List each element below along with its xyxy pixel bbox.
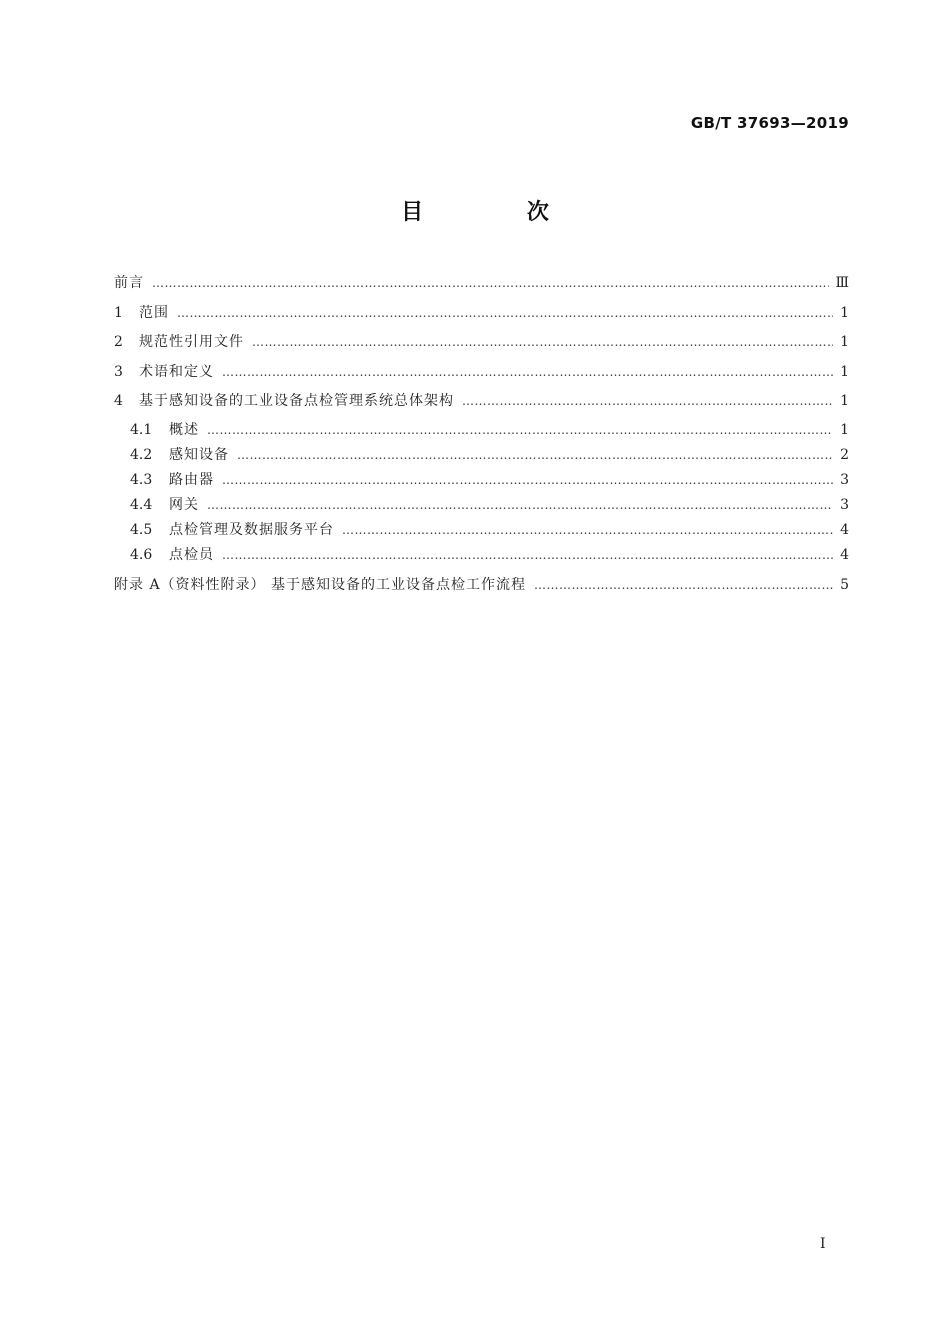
toc-entry-page: 3: [840, 472, 849, 488]
toc-leader-dots: [237, 444, 833, 466]
toc-leader-dots: [207, 494, 833, 516]
toc-entry-number: 1: [114, 305, 123, 321]
toc-entry-page: 4: [840, 547, 849, 563]
toc-entry-number: 4: [114, 393, 123, 409]
toc-entry-page: 1: [840, 305, 849, 321]
toc-entry-4[interactable]: [114, 390, 849, 412]
toc-leader-dots: [177, 302, 833, 324]
toc-entry-page: Ⅲ: [835, 275, 849, 291]
toc-entry-label: 路由器: [169, 472, 214, 488]
toc-entry-4-1[interactable]: [130, 419, 849, 441]
toc-entry-label: 网关: [169, 497, 199, 513]
toc-leader-dots: [462, 390, 833, 412]
toc-entry-page: 1: [840, 422, 849, 438]
toc-leader-dots: [207, 419, 833, 441]
toc-leader-dots: [222, 361, 833, 383]
toc-entry-label: 术语和定义: [139, 364, 214, 380]
toc-entry-label: 规范性引用文件: [139, 334, 244, 350]
toc-entry-label: 感知设备: [169, 447, 229, 463]
toc-leader-dots: [222, 469, 833, 491]
toc-entry-4-3[interactable]: [130, 469, 849, 491]
toc-entry-4-2[interactable]: [130, 444, 849, 466]
toc-entry-2[interactable]: [114, 331, 849, 353]
toc-entry-appendix-a[interactable]: [114, 574, 849, 596]
toc-leader-dots: [222, 544, 833, 566]
page-number: I: [820, 1236, 826, 1252]
toc-entry-4-5[interactable]: [130, 519, 849, 541]
toc-entry-foreword[interactable]: [114, 272, 849, 294]
toc-entry-label: 前言: [114, 275, 144, 291]
toc-entry-number: 2: [114, 334, 123, 350]
toc-entry-page: 1: [840, 334, 849, 350]
toc-title: 目 次: [401, 200, 597, 225]
toc-entry-4-6[interactable]: [130, 544, 849, 566]
toc-entry-page: 5: [840, 577, 849, 593]
toc-leader-dots: [534, 574, 833, 596]
toc-entry-number: 4.1: [130, 422, 153, 438]
toc-entry-label: 点检管理及数据服务平台: [169, 522, 334, 538]
toc-entry-label: 概述: [169, 422, 199, 438]
toc-entry-page: 4: [840, 522, 849, 538]
toc-entry-label: 范围: [139, 305, 169, 321]
toc-leader-dots: [252, 331, 833, 353]
toc-entry-page: 1: [840, 393, 849, 409]
standard-code: GB/T 37693—2019: [690, 114, 849, 132]
toc-entry-number: 4.3: [130, 472, 153, 488]
toc-entry-label: 点检员: [169, 547, 214, 563]
toc-entry-page: 3: [840, 497, 849, 513]
toc-entry-label: 基于感知设备的工业设备点检管理系统总体架构: [139, 393, 454, 409]
toc-entry-number: 4.2: [130, 447, 153, 463]
toc-entry-page: 1: [840, 364, 849, 380]
toc-leader-dots: [342, 519, 833, 541]
toc-entry-4-4[interactable]: [130, 494, 849, 516]
toc-entry-3[interactable]: [114, 361, 849, 383]
toc-entry-page: 2: [840, 447, 849, 463]
toc-entry-number: 4.4: [130, 497, 153, 513]
toc-leader-dots: [152, 272, 829, 294]
toc-entry-1[interactable]: [114, 302, 849, 324]
toc-entry-number: 4.5: [130, 522, 153, 538]
toc-entry-number: 4.6: [130, 547, 153, 563]
toc-entry-number: 3: [114, 364, 123, 380]
toc-entry-label: 附录 A（资料性附录） 基于感知设备的工业设备点检工作流程: [114, 577, 527, 593]
